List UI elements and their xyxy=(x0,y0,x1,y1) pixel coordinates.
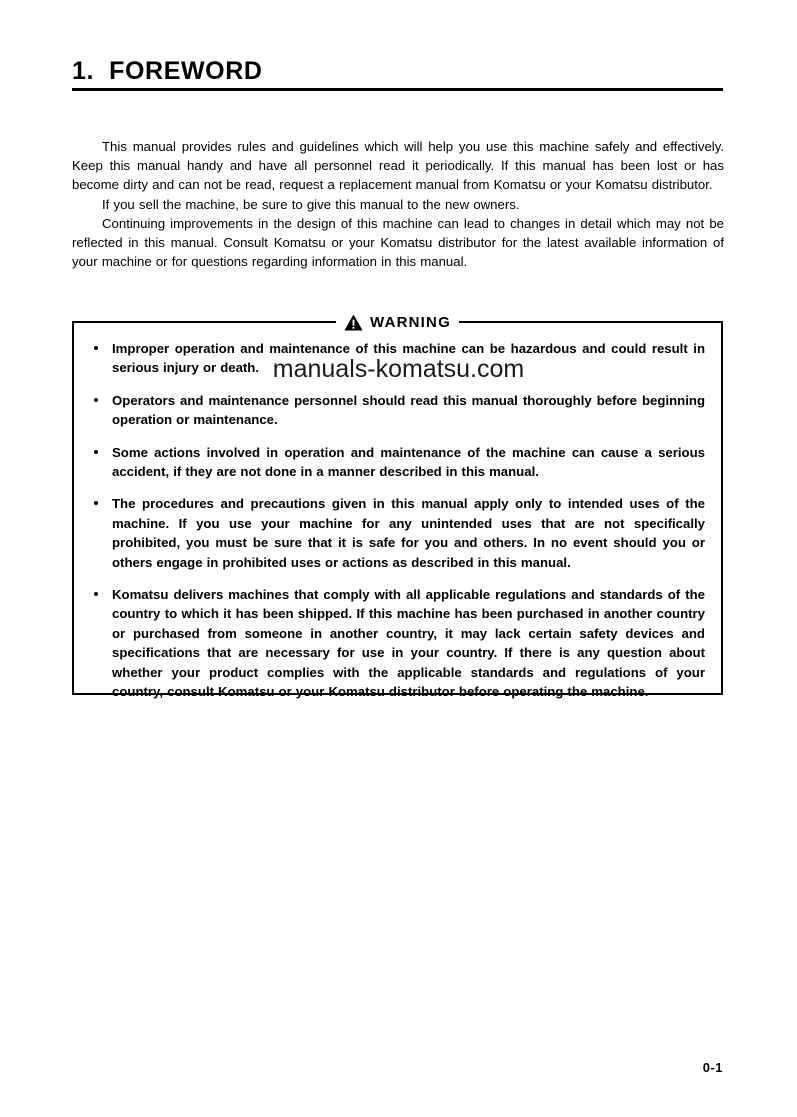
warning-list-item xyxy=(90,443,705,482)
bullet-icon xyxy=(94,450,98,454)
bullet-icon xyxy=(94,398,98,402)
warning-item-text: Operators and maintenance personnel should read this manual thoroughly before beginning operation or maintenance. xyxy=(112,392,705,428)
warning-list-item xyxy=(90,494,705,572)
page-title: 1. FOREWORD xyxy=(72,57,263,85)
warning-list-item xyxy=(90,339,705,378)
bullet-icon xyxy=(94,346,98,350)
page-number: 0-1 xyxy=(702,1060,723,1075)
warning-item-text: The procedures and precautions given in this manual apply only to intended uses of the machine. If you use your machine for any unintended uses that are not specifically prohibited, you must be sure that it is safe for you and others. In no event should you or others engage in prohibited uses or actions as described in this manual. xyxy=(112,496,705,570)
warning-item-text: Improper operation and maintenance of this machine can be hazardous and could result in serious injury or death. xyxy=(112,341,705,376)
watermark: manuals-komatsu.com xyxy=(272,355,525,383)
warning-box xyxy=(72,313,723,700)
bullet-icon xyxy=(94,501,98,505)
intro-paragraph: Continuing improvements in the design of this machine can lead to changes in detail which may not be reflected in this manual. Consult Komatsu or your Komatsu distributor for the latest available information of your machine or for questions regarding information in this manual. xyxy=(72,215,724,270)
intro-paragraph: This manual provides rules and guidelines which will help you use this machine safely and effectively. Keep this manual handy and have all personnel read it periodically. If this manual has been lost or has become dirty and can not be read, request a replacement manual from Komatsu or your Komatsu distributor. xyxy=(72,139,724,193)
warning-item-text: Komatsu delivers machines that comply with all applicable regulations and standards of the country to which it has been shipped. If this machine has been purchased in another country or purchased from someone in another country, it may lack certain safety devices and specifications that are necessary for use in your country. If there is any question about whether your product complies with the applicable standards and regulations of your country, consult Komatsu or your Komatsu distributor before operating the machine. xyxy=(112,587,705,700)
warning-list-item xyxy=(90,391,705,430)
bullet-icon xyxy=(94,592,98,596)
warning-list-item xyxy=(90,585,705,701)
intro-body xyxy=(72,137,724,271)
warning-label: WARNING xyxy=(370,313,451,331)
page-title-block xyxy=(72,58,723,91)
warning-item-text: Some actions involved in operation and maintenance of the machine can cause a serious accident, if they are not done in a manner described in this manual. xyxy=(112,444,705,480)
warning-list xyxy=(74,323,721,702)
intro-paragraph: If you sell the machine, be sure to give this manual to the new owners. xyxy=(102,196,520,212)
title-divider xyxy=(72,88,723,91)
